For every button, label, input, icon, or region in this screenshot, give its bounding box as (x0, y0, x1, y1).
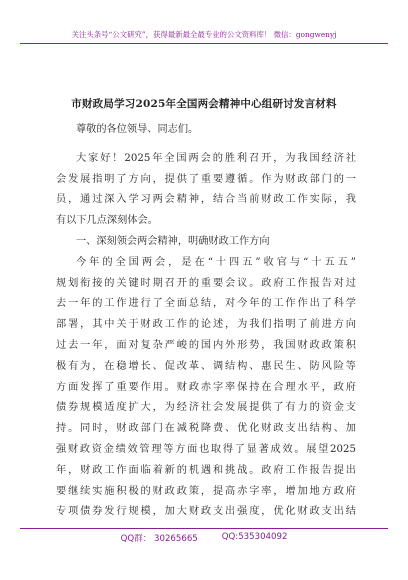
body-line: 专项债券发行规模，加大财政支出强度，优化财政支出结 (56, 506, 356, 518)
body-line: 会发展指明了方向，提供了重要遵循。作为财政部门的一 (56, 173, 356, 185)
header-notice: 关注头条号“公文研究”，获得最新最全最专业的公文资料库！ 微信：gongwenyj (71, 30, 337, 39)
footer-qq-contact: QQ:535304092 (221, 532, 288, 542)
document-title: 市财政局学习2025年全国两会精神中心组研讨发言材料 (71, 98, 337, 110)
body-line: 年，财政工作面临着新的机遇和挑战。政府工作报告提出 (56, 464, 356, 476)
header-banner (20, 26, 388, 44)
body-line: 大家好！2025年全国两会的胜利召开，为我国经济社 (76, 152, 356, 164)
footer (0, 532, 408, 544)
body-line: 今年的全国两会，是在“十四五”收官与“十五五” (76, 256, 356, 268)
footer-qq-group: QQ群： 30265665 (120, 534, 198, 544)
body-line: 强财政资金绩效管理等方面也取得了显著成效。展望2025 (56, 443, 356, 455)
body-line: 过去一年，面对复杂严峻的国内外形势，我国财政政策积 (56, 339, 356, 351)
body-line: 规划衔接的关键时期召开的重要会议。政府工作报告对过 (56, 277, 356, 289)
body-line: 去一年的工作进行了全面总结，对今年的工作作出了科学 (56, 298, 356, 310)
body-line: 员，通过深入学习两会精神，结合当前财政工作实际，我 (56, 194, 356, 206)
greeting-line: 尊敬的各位领导、同志们。 (76, 124, 199, 135)
body-line: 极有为，在稳增长、促改革、调结构、惠民生、防风险等 (56, 360, 356, 372)
document-body (56, 120, 356, 523)
body-line: 有以下几点深刻体会。 (56, 215, 158, 227)
body-line: 持。同时，财政部门在减税降费、优化财政支出结构、加 (56, 423, 356, 435)
section-heading: 一、深刻领会两会精神，明确财政工作方向 (76, 235, 270, 247)
paragraph-gap (56, 141, 356, 149)
body-line: 方面发挥了重要作用。财政赤字率保持在合理水平，政府 (56, 381, 356, 393)
body-line: 要继续实施积极的财政政策，提高赤字率，增加地方政府 (56, 485, 356, 497)
footer-divider (20, 528, 388, 529)
body-line: 部署，其中关于财政工作的论述，为我们指明了前进方向 (56, 319, 356, 331)
body-line: 债券规模适度扩大，为经济社会发展提供了有力的资金支 (56, 402, 356, 414)
